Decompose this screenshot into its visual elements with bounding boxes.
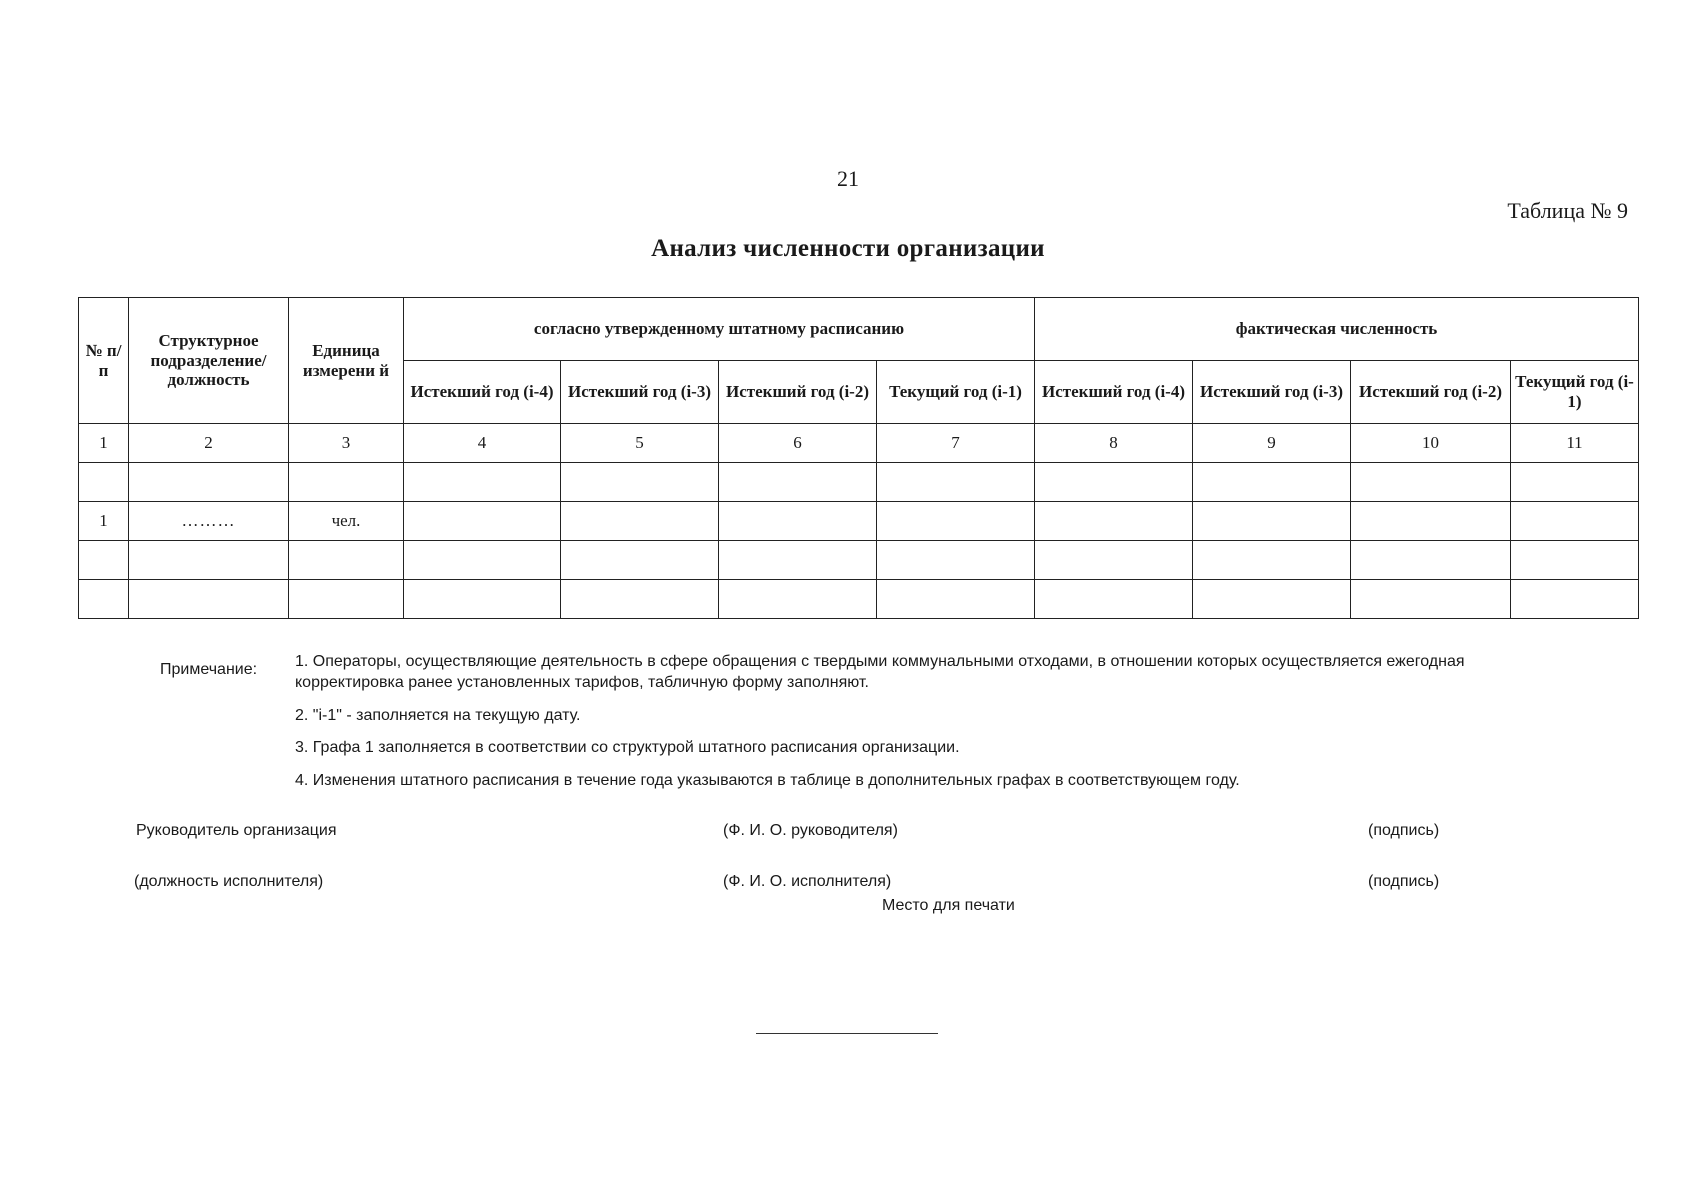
table-cell: [1193, 463, 1351, 502]
table-cell: [719, 580, 877, 619]
column-number: 5: [561, 424, 719, 463]
table-cell: [404, 502, 561, 541]
table-row: [79, 463, 1639, 502]
notes-section: [160, 652, 1560, 804]
table-cell: [719, 463, 877, 502]
table-cell: [1351, 502, 1511, 541]
headcount-table: [78, 297, 1639, 619]
table-cell: [877, 580, 1035, 619]
table-cell: [561, 580, 719, 619]
table-cell: [1511, 502, 1639, 541]
table-cell: [877, 502, 1035, 541]
table-cell: [79, 541, 129, 580]
note-item: 4. Изменения штатного расписания в течение года указываются в таблице в дополнительных графах в соответствующем году.: [295, 772, 1240, 790]
subheader-actual-i2: Истекший год (i-2): [1351, 361, 1511, 424]
page-number: 21: [837, 166, 859, 191]
table-cell: [79, 463, 129, 502]
table-cell: [1035, 541, 1193, 580]
table-cell: [129, 580, 289, 619]
header-group-planned: согласно утвержденному штатному расписанию: [404, 298, 1035, 361]
table-cell: [1511, 541, 1639, 580]
table-cell: [1035, 463, 1193, 502]
table-cell: [1035, 580, 1193, 619]
subheader-actual-i4: Истекший год (i-4): [1035, 361, 1193, 424]
table-cell: [561, 502, 719, 541]
column-number: 9: [1193, 424, 1351, 463]
footer-divider: [756, 1033, 938, 1034]
table-cell: [1193, 580, 1351, 619]
table-cell: [877, 463, 1035, 502]
column-number: 1: [79, 424, 129, 463]
table-cell: 1: [79, 502, 129, 541]
subheader-planned-i4: Истекший год (i-4): [404, 361, 561, 424]
table-cell: [1511, 463, 1639, 502]
column-number: 8: [1035, 424, 1193, 463]
column-number: 10: [1351, 424, 1511, 463]
table-cell: [1193, 502, 1351, 541]
table-cell: [404, 541, 561, 580]
column-number: 2: [129, 424, 289, 463]
column-number: 7: [877, 424, 1035, 463]
head-org-label: Руководитель организация: [136, 822, 337, 839]
table-cell: [561, 541, 719, 580]
header-measure-unit: Единица измерени й: [289, 298, 404, 424]
exec-position-label: (должность исполнителя): [134, 873, 324, 890]
table-cell: чел.: [289, 502, 404, 541]
table-cell: [719, 541, 877, 580]
stamp-place-label: Место для печати: [882, 897, 1015, 914]
exec-name-label: (Ф. И. О. исполнителя): [723, 873, 892, 890]
table-row: [79, 541, 1639, 580]
table-cell: [289, 463, 404, 502]
table-cell: [1351, 580, 1511, 619]
document-title: Анализ численности организации: [651, 235, 1045, 262]
note-item: 3. Графа 1 заполняется в соответствии со структурой штатного расписания организации.: [295, 739, 960, 757]
table-cell: [1193, 541, 1351, 580]
subheader-actual-i3: Истекший год (i-3): [1193, 361, 1351, 424]
table-cell: [79, 580, 129, 619]
header-row-number: № п/ п: [79, 298, 129, 424]
table-cell: [129, 463, 289, 502]
table-cell: [404, 580, 561, 619]
table-cell: [1351, 541, 1511, 580]
table-label: Таблица № 9: [1507, 198, 1628, 223]
exec-sign-label: (подпись): [1368, 873, 1440, 890]
subheader-planned-i3: Истекший год (i-3): [561, 361, 719, 424]
note-item: 1. Операторы, осуществляющие деятельность в сфере обращения с твердыми коммунальными отходами, в отношении которых осуществляется ежегодная корректировка ранее установленных тарифов, табличную форму заполняют.: [295, 653, 1465, 691]
table-cell: [1511, 580, 1639, 619]
table-cell: [289, 580, 404, 619]
column-number: 11: [1511, 424, 1639, 463]
column-numbers-row: [79, 424, 1639, 463]
table-cell: [719, 502, 877, 541]
notes-label: Примечание:: [160, 661, 258, 678]
subheader-planned-i2: Истекший год (i-2): [719, 361, 877, 424]
table-cell: [877, 541, 1035, 580]
head-sign-label: (подпись): [1368, 822, 1440, 839]
column-number: 4: [404, 424, 561, 463]
note-item: 2. "i-1" - заполняется на текущую дату.: [295, 706, 581, 724]
subheader-planned-i1: Текущий год (i-1): [877, 361, 1035, 424]
column-number: 3: [289, 424, 404, 463]
table-row: [79, 580, 1639, 619]
table-row: [79, 502, 1639, 541]
subheader-actual-i1: Текущий год (i-1): [1511, 361, 1639, 424]
header-structural-unit: Структурное подразделение/ должность: [129, 298, 289, 424]
table-cell: [1351, 463, 1511, 502]
table-cell: ………: [129, 502, 289, 541]
table-cell: [404, 463, 561, 502]
table-cell: [289, 541, 404, 580]
notes-list: [295, 652, 1560, 792]
column-number: 6: [719, 424, 877, 463]
head-name-label: (Ф. И. О. руководителя): [723, 822, 898, 839]
table-cell: [561, 463, 719, 502]
header-group-actual: фактическая численность: [1035, 298, 1639, 361]
table-cell: [1035, 502, 1193, 541]
table-cell: [129, 541, 289, 580]
